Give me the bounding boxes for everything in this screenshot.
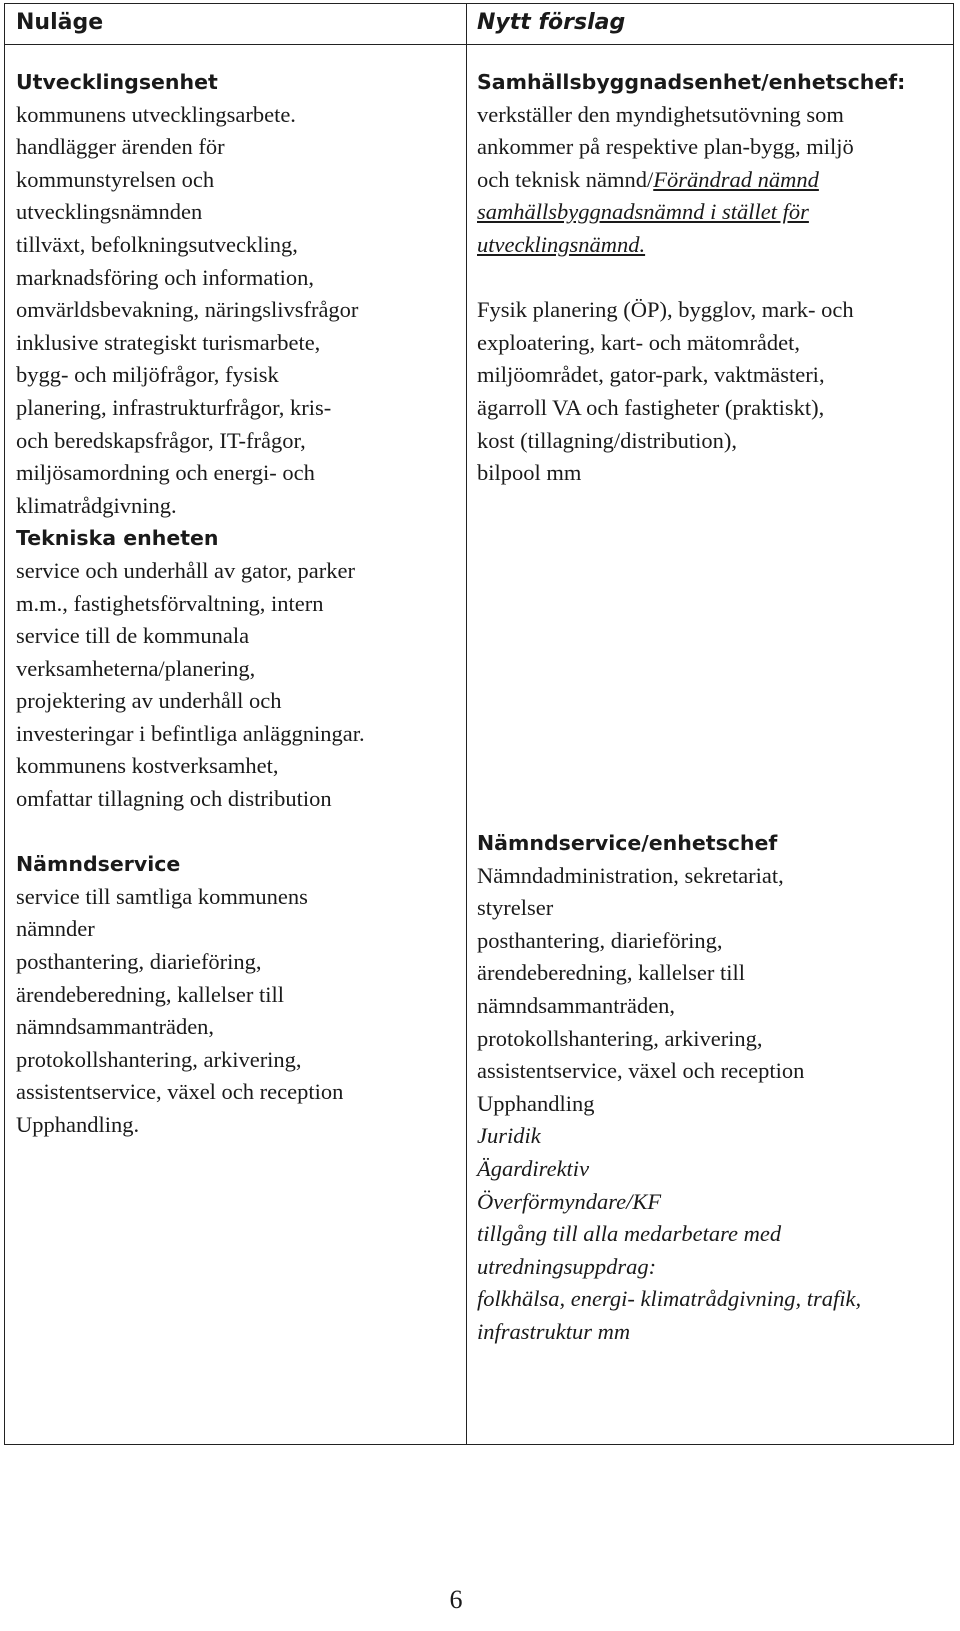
fys-line: ägarroll VA och fastigheter (praktiskt), <box>477 394 825 420</box>
tek-line: service och underhåll av gator, parker <box>16 557 355 583</box>
fys-line: kost (tillagning/distribution), <box>477 427 737 453</box>
nmd-line: service till samtliga kommunens <box>16 883 308 909</box>
tek-line: m.m., fastighetsförvaltning, intern <box>16 590 324 616</box>
nmd-line: styrelser <box>477 895 554 921</box>
fys-line: exploatering, kart- och mätområdet, <box>477 329 800 355</box>
nmd-line: posthantering, diarieföring, <box>16 949 262 975</box>
nmd-line: Upphandling. <box>16 1112 140 1137</box>
tek-line: omfattar tillagning och distribution <box>16 786 332 812</box>
tek-line: projektering av underhåll och <box>16 688 282 714</box>
samhallsbyggnadsenhet-title: Samhällsbyggnadsenhet/enhetschef: <box>477 70 906 94</box>
nmd-line: assistentservice, växel och reception <box>477 1058 805 1084</box>
sam-line-plain: och teknisk nämnd/ <box>477 166 654 192</box>
nmd-line: Nämndadministration, sekretariat, <box>477 862 784 888</box>
nmd-line: ärendeberedning, kallelser till <box>477 960 746 986</box>
nmd-italic-line: utredningsuppdrag: <box>477 1253 657 1279</box>
utv-line: kommunens utvecklingsarbete. <box>16 101 296 127</box>
tek-line: investeringar i befintliga anläggningar. <box>16 720 365 746</box>
nmd-line: protokollshantering, arkivering, <box>16 1046 302 1072</box>
column-divider <box>466 4 467 1444</box>
comparison-table <box>4 3 954 1445</box>
utv-line: miljösamordning och energi- och <box>16 460 315 486</box>
utv-line: kommunstyrelsen och <box>16 166 215 192</box>
utv-line: utvecklingsnämnden <box>16 199 203 225</box>
sam-line: verkställer den myndighetsutövning som <box>477 101 844 127</box>
page-number: 6 <box>449 1585 463 1614</box>
header-current: Nuläge <box>16 10 104 35</box>
sam-line: ankommer på respektive plan-bygg, miljö <box>477 134 854 160</box>
utv-line: klimatrådgivning. <box>16 492 177 518</box>
nmd-line: posthantering, diarieföring, <box>477 927 723 953</box>
nmd-line: assistentservice, växel och reception <box>16 1079 344 1105</box>
utv-line: marknadsföring och information, <box>16 264 315 290</box>
utvecklingsenhet-title: Utvecklingsenhet <box>16 70 218 94</box>
nmd-line: nämnder <box>16 916 95 942</box>
sam-line-change: Förändrad nämnd <box>653 166 819 192</box>
sam-line-change: utvecklingsnämnd. <box>477 231 646 257</box>
proposal-namndservice <box>477 827 952 1349</box>
utv-line: handlägger ärenden för <box>16 134 225 160</box>
utv-line: bygg- och miljöfrågor, fysisk <box>16 362 279 388</box>
fys-line: miljöområdet, gator-park, vaktmästeri, <box>477 362 825 388</box>
nmd-line: nämndsammanträden, <box>16 1014 215 1040</box>
current-column <box>16 66 464 1142</box>
namndservice-enhetschef-title: Nämndservice/enhetschef <box>477 831 778 855</box>
nmd-italic-line: Juridik <box>477 1123 541 1149</box>
nmd-line: protokollshantering, arkivering, <box>477 1025 763 1051</box>
utv-line: och beredskapsfrågor, IT-frågor, <box>16 427 306 453</box>
sam-line <box>477 164 952 197</box>
proposal-column <box>477 66 952 490</box>
nmd-italic-line: Överförmyndare/KF <box>477 1188 662 1214</box>
utv-line: omvärldsbevakning, näringslivsfrågor <box>16 297 359 323</box>
nmd-line: nämndsammanträden, <box>477 992 676 1018</box>
namndservice-title: Nämndservice <box>16 852 181 877</box>
header-proposal: Nytt förslag <box>477 10 626 35</box>
tekniska-enheten-title: Tekniska enheten <box>16 526 219 551</box>
tek-line: kommunens kostverksamhet, <box>16 753 279 779</box>
nmd-line: ärendeberedning, kallelser till <box>16 981 285 1007</box>
fys-line: Fysik planering (ÖP), bygglov, mark- och <box>477 297 854 323</box>
nmd-italic-line: folkhälsa, energi- klimatrådgivning, trafik, <box>477 1286 862 1312</box>
utv-line: inklusive strategiskt turismarbete, <box>16 329 321 355</box>
utv-line: tillväxt, befolkningsutveckling, <box>16 231 298 257</box>
utv-line: planering, infrastrukturfrågor, kris- <box>16 394 332 420</box>
header-divider <box>5 44 953 45</box>
tek-line: verksamheterna/planering, <box>16 655 256 681</box>
nmd-italic-line: Ägardirektiv <box>477 1155 590 1181</box>
nmd-italic-line: tillgång till alla medarbetare med <box>477 1221 782 1247</box>
nmd-line: Upphandling <box>477 1090 595 1116</box>
nmd-italic-line: infrastruktur mm <box>477 1318 631 1344</box>
tek-line: service till de kommunala <box>16 623 250 649</box>
sam-line-change: samhällsbyggnadsnämnd i stället för <box>477 199 809 225</box>
fys-line: bilpool mm <box>477 460 582 486</box>
